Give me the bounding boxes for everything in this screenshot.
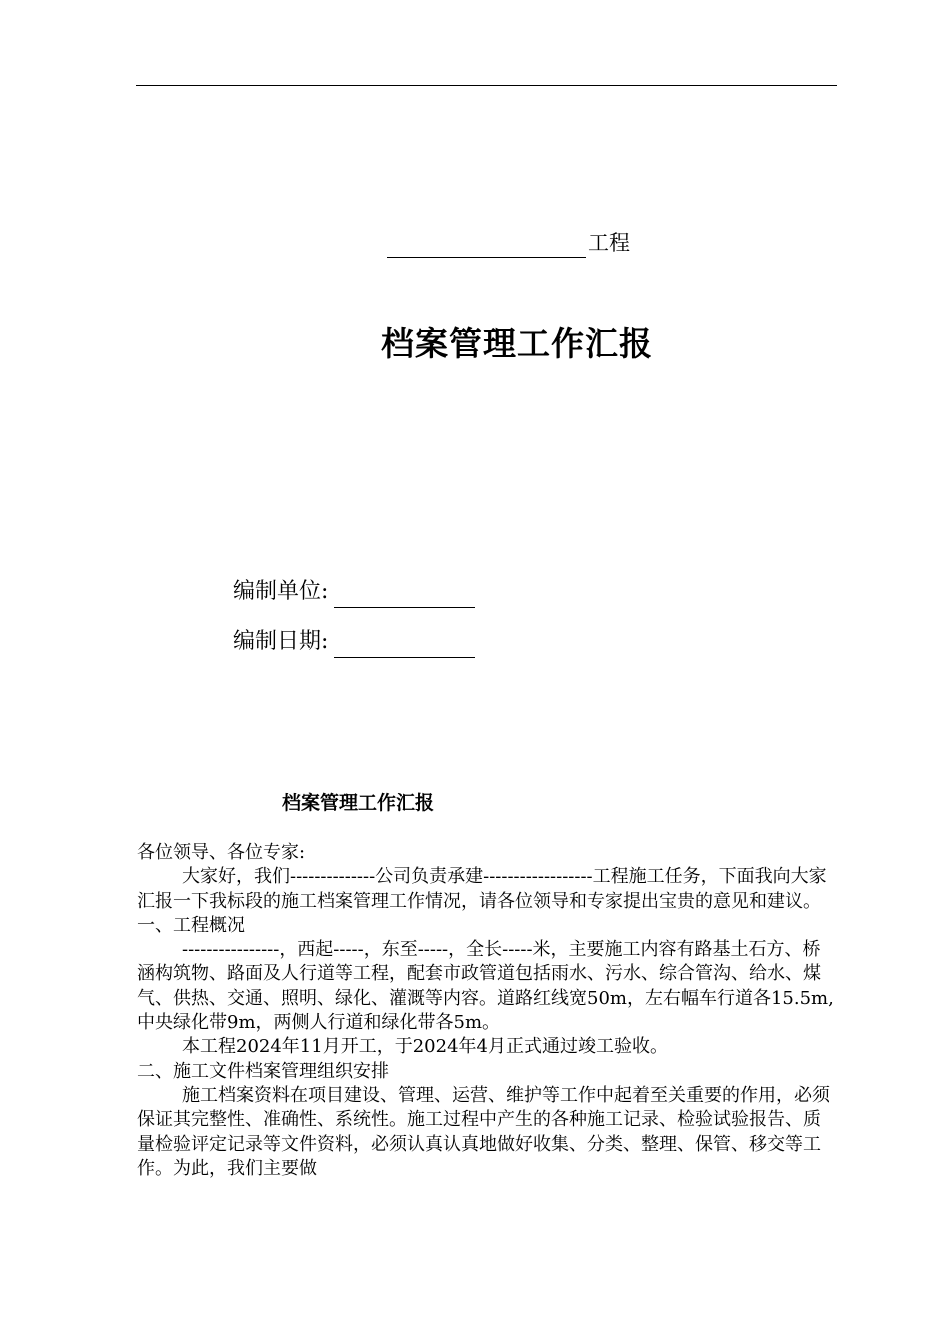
organization-paragraph: 施工档案资料在项目建设、管理、运营、维护等工作中起着至关重要的作用，必须保证其完整性、准确性、系统性。施工过程中产生的各种施工记录、检验试验报告、质量检验评定记录等文件资料，必须认真认真地做好收集、分类、整理、保管、移交等工作。为此，我们主要做 — [137, 1084, 830, 1179]
salutation: 各位领导、各位专家: — [137, 842, 306, 863]
overview-paragraph: ----------------，西起-----，东至-----，全长-----米，主要施工内容有路基土石方、桥涵构筑物、路面及人行道等工程，配套市政管道包括雨水、污水、综合管沟、给水、煤气、供热、交通、照明、绿化、灌溉等内容。道路红线宽50m，左右幅车行道各15.5m,中央绿化带9m，两侧人行道和绿化带各5m。 — [137, 939, 834, 1034]
project-name-blank — [387, 235, 586, 258]
compiling-unit-label: 编制单位: — [233, 579, 329, 604]
section-heading-overview: 一、工程概况 — [137, 914, 245, 936]
compiling-date-field — [233, 626, 475, 658]
intro-paragraph: 大家好，我们--------------公司负责承建------------------工程施工任务，下面我向大家汇报一下我标段的施工档案管理工作情况，请各位领导和专家提出宝贵的意见和建议。 — [137, 866, 827, 912]
project-name-line — [387, 228, 630, 258]
section-heading-organization: 二、施工文件档案管理组织安排 — [137, 1060, 389, 1082]
compiling-date-label: 编制日期: — [233, 629, 329, 654]
report-body — [137, 841, 837, 1181]
compiling-date-blank — [334, 633, 475, 658]
header-rule — [136, 85, 837, 86]
schedule-paragraph: 本工程2024年11月开工，于2024年4月正式通过竣工验收。 — [182, 1036, 668, 1058]
project-suffix: 工程 — [588, 231, 630, 255]
cover-title: 档案管理工作汇报 — [381, 324, 653, 363]
compiling-unit-blank — [334, 583, 475, 608]
report-title: 档案管理工作汇报 — [282, 792, 435, 814]
compiling-unit-field — [233, 576, 475, 608]
